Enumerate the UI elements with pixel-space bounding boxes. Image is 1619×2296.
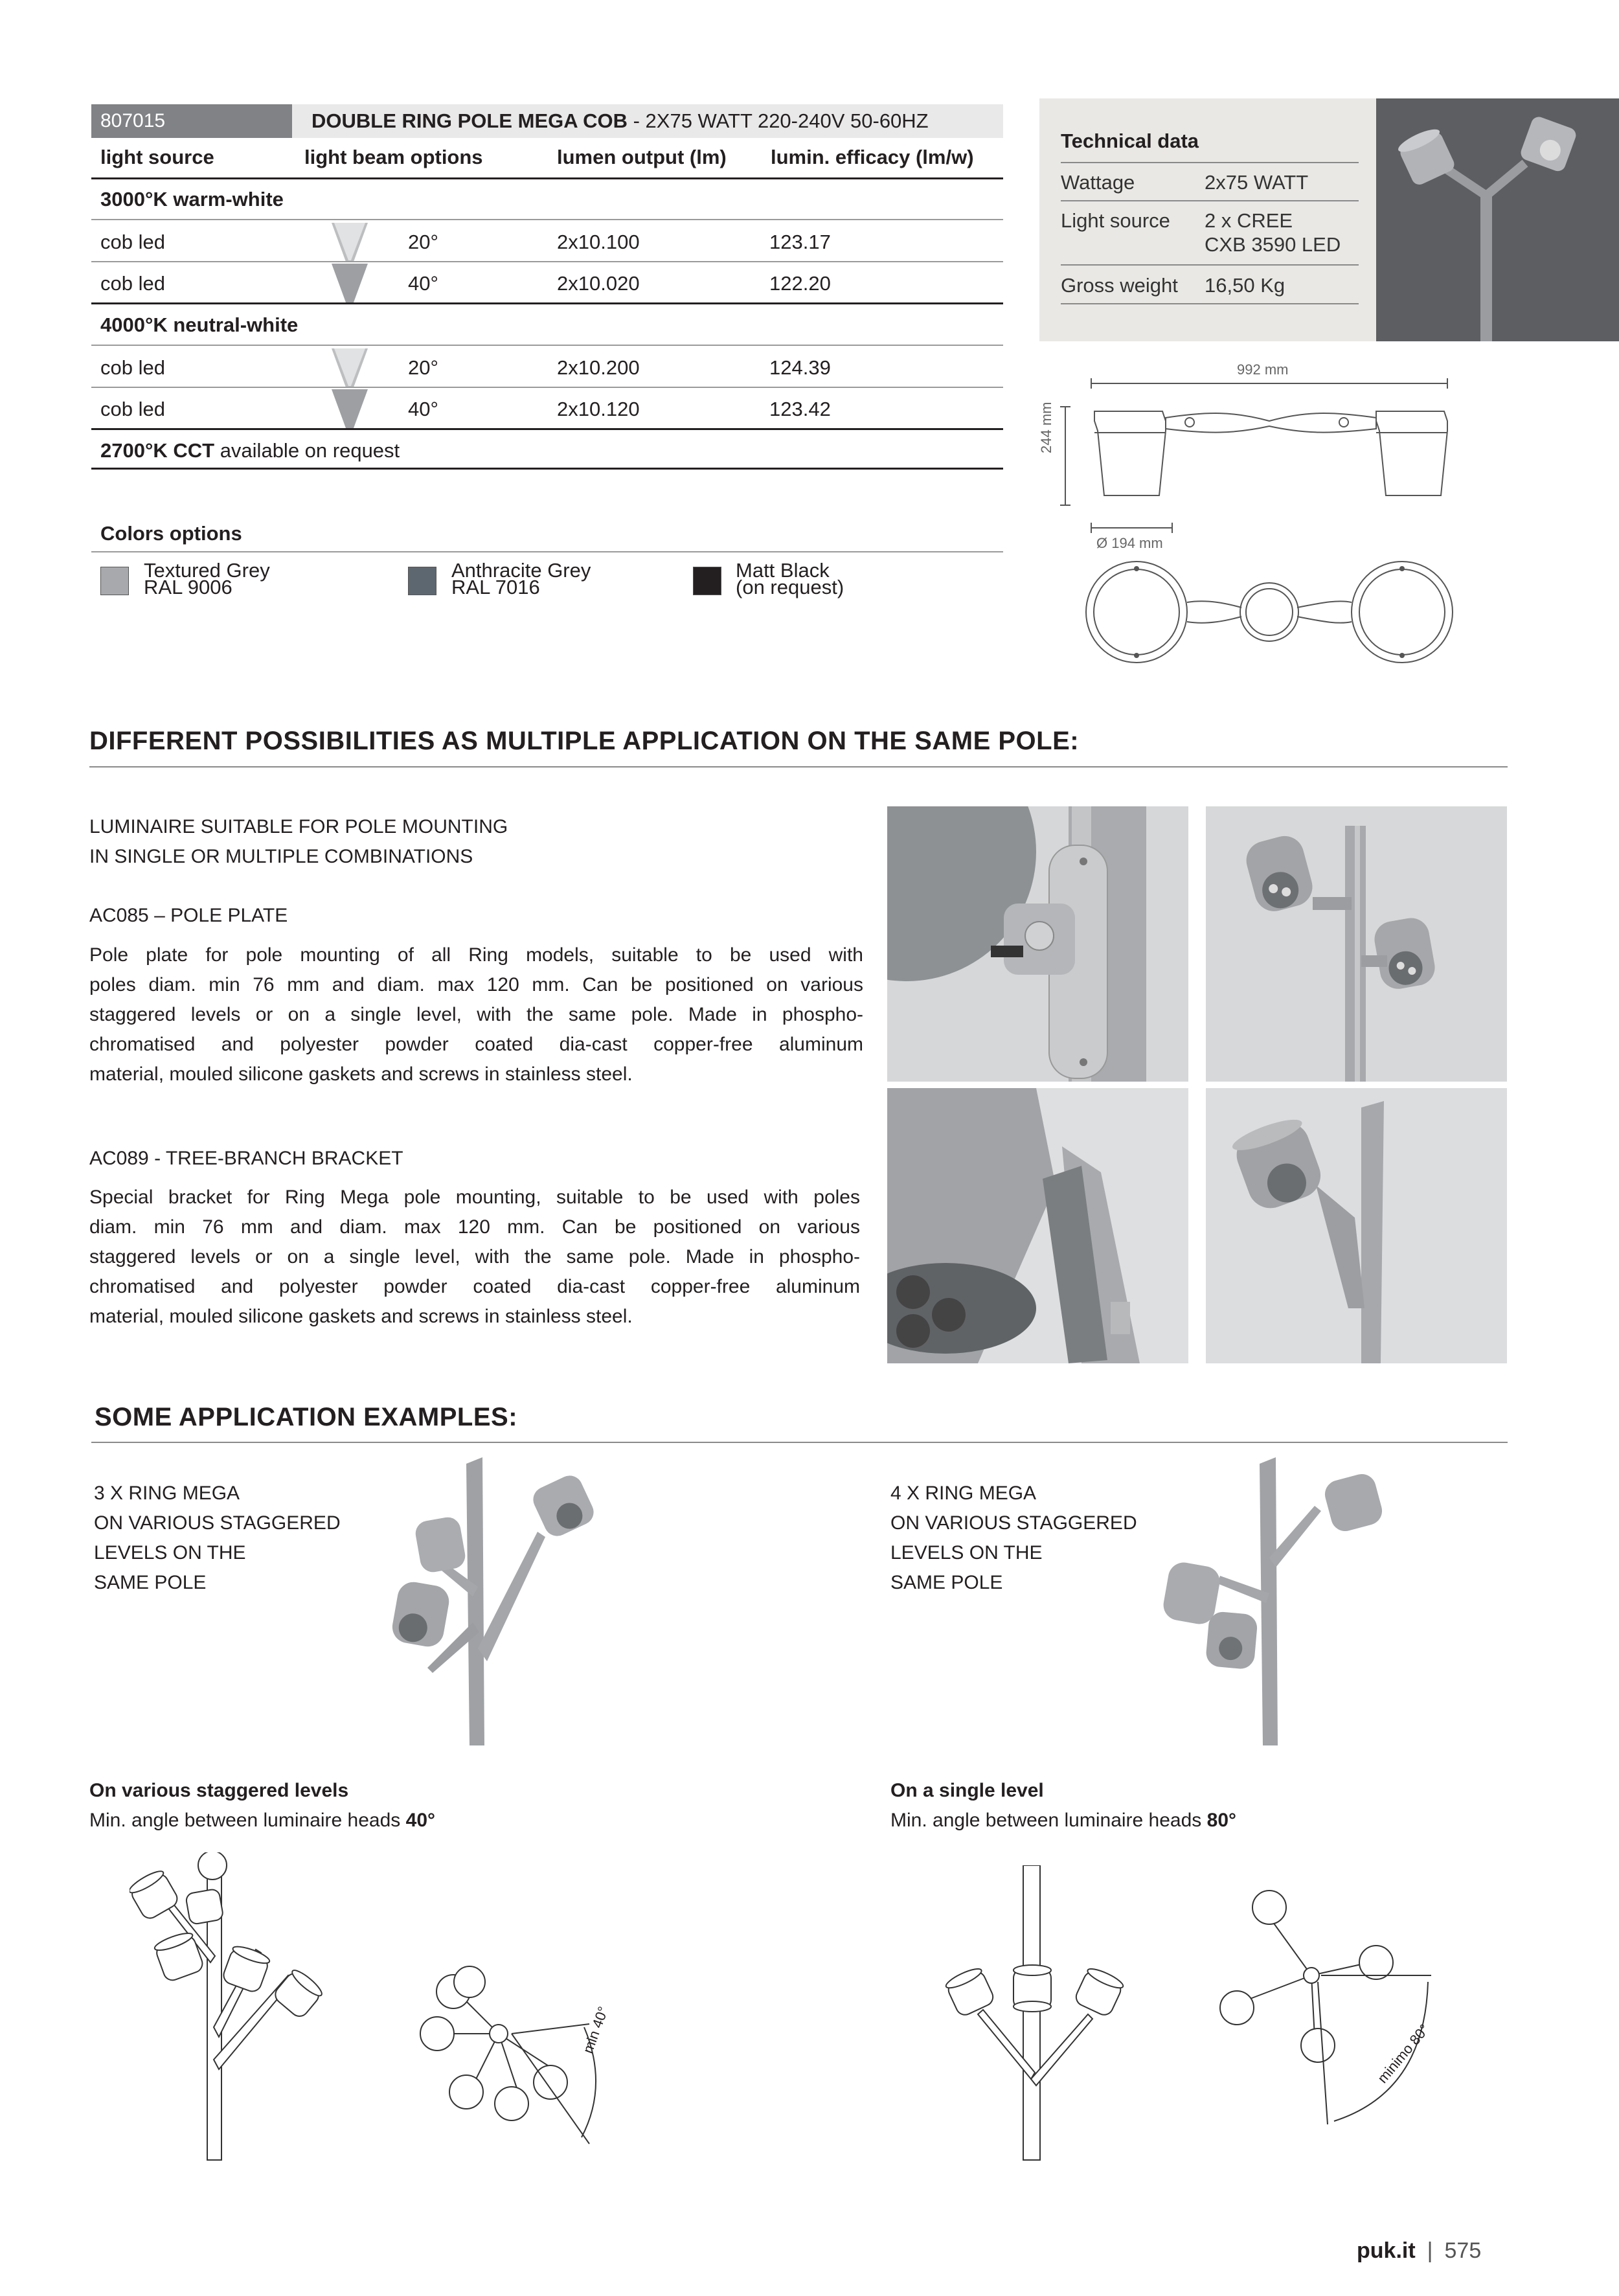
drawing-single-side — [933, 1865, 1140, 2163]
dimension-diameter: Ø 194 mm — [1096, 535, 1163, 551]
swatch-fill — [101, 567, 128, 595]
tech-value-wattage: 2x75 WATT — [1205, 171, 1309, 194]
render-three-ring-mega — [376, 1454, 622, 1745]
caption-left-text: Min. angle between luminaire heads — [89, 1810, 406, 1831]
row-beam: 20° — [408, 356, 438, 379]
cct-note-bold: 2700°K CCT — [100, 439, 215, 462]
color-code: RAL 7016 — [451, 576, 540, 598]
photo-bracket-closeup — [887, 1088, 1188, 1363]
page-footer — [1357, 2238, 1481, 2264]
photo-pole-plate-closeup — [887, 806, 1188, 1082]
header-light-source: light source — [100, 146, 214, 168]
example-left-line: LEVELS ON THE — [94, 1542, 246, 1563]
ac085-line: staggered levels or on a single level, with the same pole. Made in phospho- — [89, 1004, 863, 1025]
colors-title: Colors options — [100, 522, 242, 545]
brand-link[interactable]: puk.it — [1357, 2238, 1416, 2263]
example-right-line: 4 X RING MEGA — [890, 1483, 1037, 1504]
row-source: cob led — [100, 398, 165, 420]
row-beam: 40° — [408, 272, 438, 295]
product-spec: - 2X75 WATT 220-240V 50-60HZ — [627, 109, 929, 132]
table-divider — [91, 302, 1003, 304]
product-code: 807015 — [91, 104, 292, 138]
photo-pole-plate-two-heads — [1206, 806, 1507, 1082]
example-left-line: SAME POLE — [94, 1572, 207, 1593]
row-beam: 40° — [408, 398, 438, 420]
swatch-anthracite-grey — [408, 567, 436, 595]
ac089-line: staggered levels or on a single level, with the same pole. Made in phospho- — [89, 1246, 860, 1267]
color-name: Matt Black — [736, 559, 830, 582]
ac089-line: Special bracket for Ring Mega pole mounting, suitable to be used with poles — [89, 1187, 860, 1208]
ac085-line: poles diam. min 76 mm and diam. max 120 mm. Can be positioned on various — [89, 974, 863, 995]
drawing-staggered-top — [414, 1956, 635, 2150]
example-left-text — [94, 1479, 341, 1598]
row-efficacy: 123.17 — [769, 231, 831, 253]
angle-label-single: minimo 80° — [1374, 2021, 1433, 2087]
example-right-line: SAME POLE — [890, 1572, 1003, 1593]
row-source: cob led — [100, 272, 165, 295]
row-source: cob led — [100, 356, 165, 379]
example-right-text — [890, 1479, 1137, 1598]
header-lumen-output: lumen output (lm) — [557, 146, 727, 168]
swatch-textured-grey — [100, 567, 129, 595]
tech-divider — [1061, 200, 1359, 201]
section-heading-multiple-application: DIFFERENT POSSIBILITIES AS MULTIPLE APPLICATION ON THE SAME POLE: — [89, 727, 1080, 755]
ac085-line: Pole plate for pole mounting of all Ring models, suitable to be used with — [89, 944, 863, 966]
table-divider — [91, 219, 1003, 220]
tech-label-wattage: Wattage — [1061, 171, 1135, 194]
ac089-line: material, mouled silicone gaskets and screws in stainless steel. — [89, 1306, 633, 1327]
group-title-neutral: 4000°K neutral-white — [100, 313, 299, 336]
product-name: DOUBLE RING POLE MEGA COB — [311, 109, 628, 132]
color-code: (on request) — [736, 576, 844, 598]
caption-right-text: Min. angle between luminaire heads — [890, 1810, 1207, 1831]
angle-label-staggered: min 40° — [580, 2004, 612, 2056]
header-efficacy: lumin. efficacy (lm/w) — [771, 146, 974, 168]
double-ring-luminaire-image — [1376, 98, 1619, 341]
row-beam: 20° — [408, 231, 438, 253]
wide-beam-icon — [332, 389, 368, 428]
ac089-line: chromatised and polyester powder coated dia-cast copper-free aluminum — [89, 1276, 860, 1297]
row-efficacy: 124.39 — [769, 356, 831, 379]
photo-bracket-with-head — [1206, 1088, 1507, 1363]
row-lumen: 2x10.020 — [557, 272, 640, 295]
color-name: Textured Grey — [144, 559, 270, 582]
section-heading-application-examples: SOME APPLICATION EXAMPLES: — [95, 1403, 518, 1431]
product-photo — [1376, 98, 1619, 341]
ac085-line: material, mouled silicone gaskets and screws in stainless steel. — [89, 1063, 633, 1085]
table-divider — [91, 468, 1003, 470]
colors-divider — [91, 551, 1003, 552]
dimension-width: 992 mm — [1237, 361, 1289, 378]
tech-label-weight: Gross weight — [1061, 274, 1178, 297]
footer-separator: | — [1427, 2238, 1433, 2263]
tech-divider — [1061, 162, 1359, 163]
caption-left-value: 40° — [405, 1810, 436, 1831]
narrow-beam-icon — [332, 223, 368, 262]
row-efficacy: 123.42 — [769, 398, 831, 420]
row-lumen: 2x10.100 — [557, 231, 640, 253]
caption-right — [890, 1810, 1236, 1832]
row-efficacy: 122.20 — [769, 272, 831, 295]
product-title — [292, 104, 1003, 138]
cct-note-rest: available on request — [214, 439, 400, 462]
swatch-fill — [694, 567, 721, 595]
section-divider — [89, 766, 1508, 767]
header-beam-options: light beam options — [304, 146, 483, 168]
ac089-description — [89, 1183, 860, 1332]
tech-value-light-source: 2 x CREE — [1205, 209, 1293, 232]
table-divider — [91, 345, 1003, 346]
tech-value-light-source-2: CXB 3590 LED — [1205, 233, 1341, 256]
example-right-line: LEVELS ON THE — [890, 1542, 1043, 1563]
dimension-height: 244 mm — [1038, 402, 1054, 453]
table-divider — [91, 261, 1003, 262]
caption-left-title: On various staggered levels — [89, 1780, 349, 1801]
example-left-line: ON VARIOUS STAGGERED — [94, 1512, 341, 1534]
wide-beam-icon — [332, 264, 368, 302]
row-source: cob led — [100, 231, 165, 253]
color-name: Anthracite Grey — [451, 559, 591, 582]
ac089-title: AC089 - TREE-BRANCH BRACKET — [89, 1148, 403, 1169]
ac089-line: diam. min 76 mm and diam. max 120 mm. Can be positioned on various — [89, 1216, 860, 1238]
tech-divider — [1061, 303, 1359, 304]
section-divider — [91, 1442, 1508, 1443]
ac085-line: chromatised and polyester powder coated dia-cast copper-free aluminum — [89, 1034, 863, 1055]
example-right-line: ON VARIOUS STAGGERED — [890, 1512, 1137, 1534]
ac085-description — [89, 940, 863, 1089]
caption-left — [89, 1810, 435, 1832]
cct-note — [100, 439, 400, 462]
tech-divider — [1061, 264, 1359, 266]
table-divider — [91, 387, 1003, 388]
swatch-fill — [409, 567, 436, 595]
table-divider — [91, 428, 1003, 430]
caption-right-title: On a single level — [890, 1780, 1044, 1801]
drawing-single-top — [1217, 1878, 1464, 2137]
narrow-beam-icon — [332, 348, 368, 387]
tech-label-light-source: Light source — [1061, 209, 1170, 232]
ac085-title: AC085 – POLE PLATE — [89, 905, 288, 926]
color-code: RAL 9006 — [144, 576, 232, 598]
intro-line-2: IN SINGLE OR MULTIPLE COMBINATIONS — [89, 846, 473, 867]
dimension-drawing — [1039, 350, 1467, 667]
color-label-textured-grey — [144, 559, 270, 598]
row-lumen: 2x10.120 — [557, 398, 640, 420]
color-label-anthracite-grey — [451, 559, 591, 598]
row-lumen: 2x10.200 — [557, 356, 640, 379]
intro-line-1: LUMINAIRE SUITABLE FOR POLE MOUNTING — [89, 816, 508, 837]
drawing-staggered-side — [130, 1852, 337, 2163]
page-number: 575 — [1444, 2238, 1482, 2263]
swatch-matt-black — [693, 567, 721, 595]
technical-data-title: Technical data — [1061, 130, 1199, 152]
group-title-warm: 3000°K warm-white — [100, 188, 284, 210]
caption-right-value: 80° — [1206, 1810, 1237, 1831]
render-four-ring-mega — [1146, 1454, 1418, 1745]
tech-value-weight: 16,50 Kg — [1205, 274, 1285, 297]
color-label-matt-black — [736, 559, 844, 598]
example-left-line: 3 X RING MEGA — [94, 1483, 240, 1504]
table-divider — [91, 177, 1003, 179]
